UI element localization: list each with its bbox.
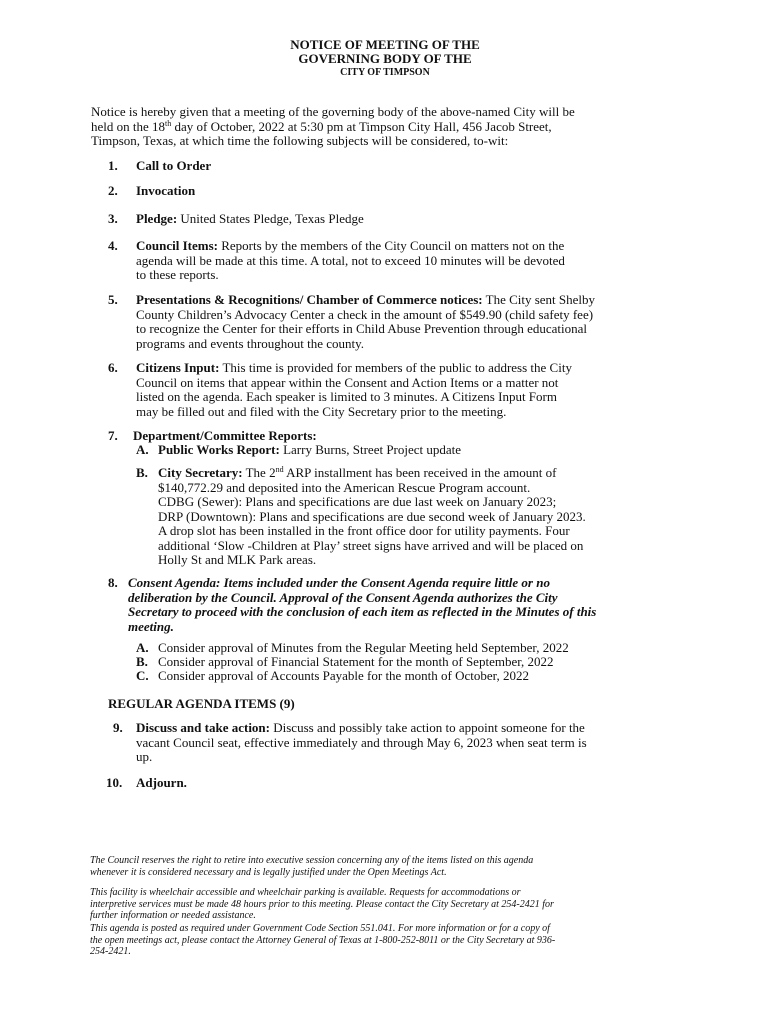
intro-line: Timpson, Texas, at which time the following subjects will be considered, to-wit:: [91, 133, 509, 148]
sub-item-city-secretary: City Secretary: The 2nd ARP installment has been received in the amount of $140,772.29 and deposited into the American Rescue Program account. CDBG (Sewer): Plans and specifications are due last week on January 2023; DRP (Downtown): Plans and specifications are due second week of January 2023. A drop slot has been installed in the front office door for utility payments. Four additional ‘Slow -Children at Play’ street signs have arrived and will be placed on Holly St and MLK Park areas.: [158, 465, 586, 567]
agenda-item-presentations: Presentations & Recognitions/ Chamber of Commerce notices: The City sent Shelby County Children’s Advocacy Center a check in the amount of $549.90 (child safety fee) to recognize the Center for their efforts in Child Abuse Prevention through educational programs and events throughout the county.: [136, 292, 596, 351]
item-number: 3.: [108, 211, 118, 226]
footer-posting-notice: This agenda is posted as required under Government Code Section 551.041. For more information or for a copy of the open meetings act, please contact the Attorney General of Texas at 1-800-252-8011 or the City Secretary at 936- 254-2421.: [90, 923, 556, 958]
consent-item-financial-statement: Consider approval of Financial Statement for the month of September, 2022: [158, 654, 554, 669]
sub-item-label: A.: [136, 640, 149, 655]
item-number: 2.: [108, 183, 118, 198]
item-number: 8.: [108, 575, 118, 590]
agenda-item-consent-agenda: Consent Agenda: Items included under the Consent Agenda require little or no deliberation by the Council. Approval of the Consent Agenda authorizes the City Secretary to proceed with the conclusion of each item as reflected in the Minutes of this meeting.: [128, 575, 597, 634]
footer-executive-session-notice: The Council reserves the right to retire into executive session concerning any of the items listed on this agenda whenever it is considered necessary and is legally justified under the Open Meetings Act.: [90, 855, 534, 878]
notice-title-city: CITY OF TIMPSON: [340, 67, 430, 78]
notice-title-line1: NOTICE OF MEETING OF THE: [290, 37, 480, 52]
agenda-item-department-reports: Department/Committee Reports:: [133, 428, 317, 443]
sub-item-label: B.: [136, 654, 148, 669]
sub-item-label: B.: [136, 465, 148, 480]
agenda-item-adjourn: Adjourn.: [136, 775, 187, 790]
sub-item-public-works: Public Works Report: Larry Burns, Street Project update: [158, 442, 462, 457]
item-number: 4.: [108, 238, 118, 253]
intro-line: Notice is hereby given that a meeting of the governing body of the above-named City will be: [91, 104, 575, 119]
regular-agenda-heading: REGULAR AGENDA ITEMS (9): [108, 696, 295, 711]
consent-item-minutes: Consider approval of Minutes from the Regular Meeting held September, 2022: [158, 640, 569, 655]
intro-paragraph: [91, 105, 711, 149]
item-number: 9.: [113, 720, 123, 735]
agenda-item-citizens-input: Citizens Input: This time is provided for members of the public to address the City Council on items that appear within the Consent and Action Items or a matter not listed on the agenda. Each speaker is limited to 3 minutes. A Citizens Input Form may be filled out and filed with the City Secretary prior to the meeting.: [136, 360, 572, 419]
footer-accessibility-notice: This facility is wheelchair accessible and wheelchair parking is available. Requests for accommodations or interpretive services must be made 48 hours prior to this meeting. Please contact the City Secretary at 254-2421 for further information or needed assistance.: [90, 887, 554, 922]
agenda-item-call-to-order: Call to Order: [136, 158, 212, 173]
intro-line: held on the 18th day of October, 2022 at 5:30 pm at Timpson City Hall, 456 Jacob Street,: [91, 118, 552, 134]
consent-item-accounts-payable: Consider approval of Accounts Payable for the month of October, 2022: [158, 668, 529, 683]
item-number: 7.: [108, 428, 118, 443]
notice-title-line2: GOVERNING BODY OF THE: [298, 51, 472, 66]
item-number: 5.: [108, 292, 118, 307]
agenda-item-pledge: Pledge: United States Pledge, Texas Pledge: [136, 211, 364, 226]
item-number: 10.: [106, 775, 123, 790]
sub-item-label: C.: [136, 668, 149, 683]
sub-item-label: A.: [136, 442, 149, 457]
agenda-item-discuss-action: Discuss and take action: Discuss and possibly take action to appoint someone for the vacant Council seat, effective immediately and through May 6, 2023 when seat term is up.: [136, 720, 587, 764]
agenda-item-invocation: Invocation: [136, 183, 196, 198]
agenda-item-council-items: Council Items: Reports by the members of the City Council on matters not on the agenda will be made at this time. A total, not to exceed 10 minutes will be devoted to these reports.: [136, 238, 565, 282]
item-number: 1.: [108, 158, 118, 173]
item-number: 6.: [108, 360, 118, 375]
